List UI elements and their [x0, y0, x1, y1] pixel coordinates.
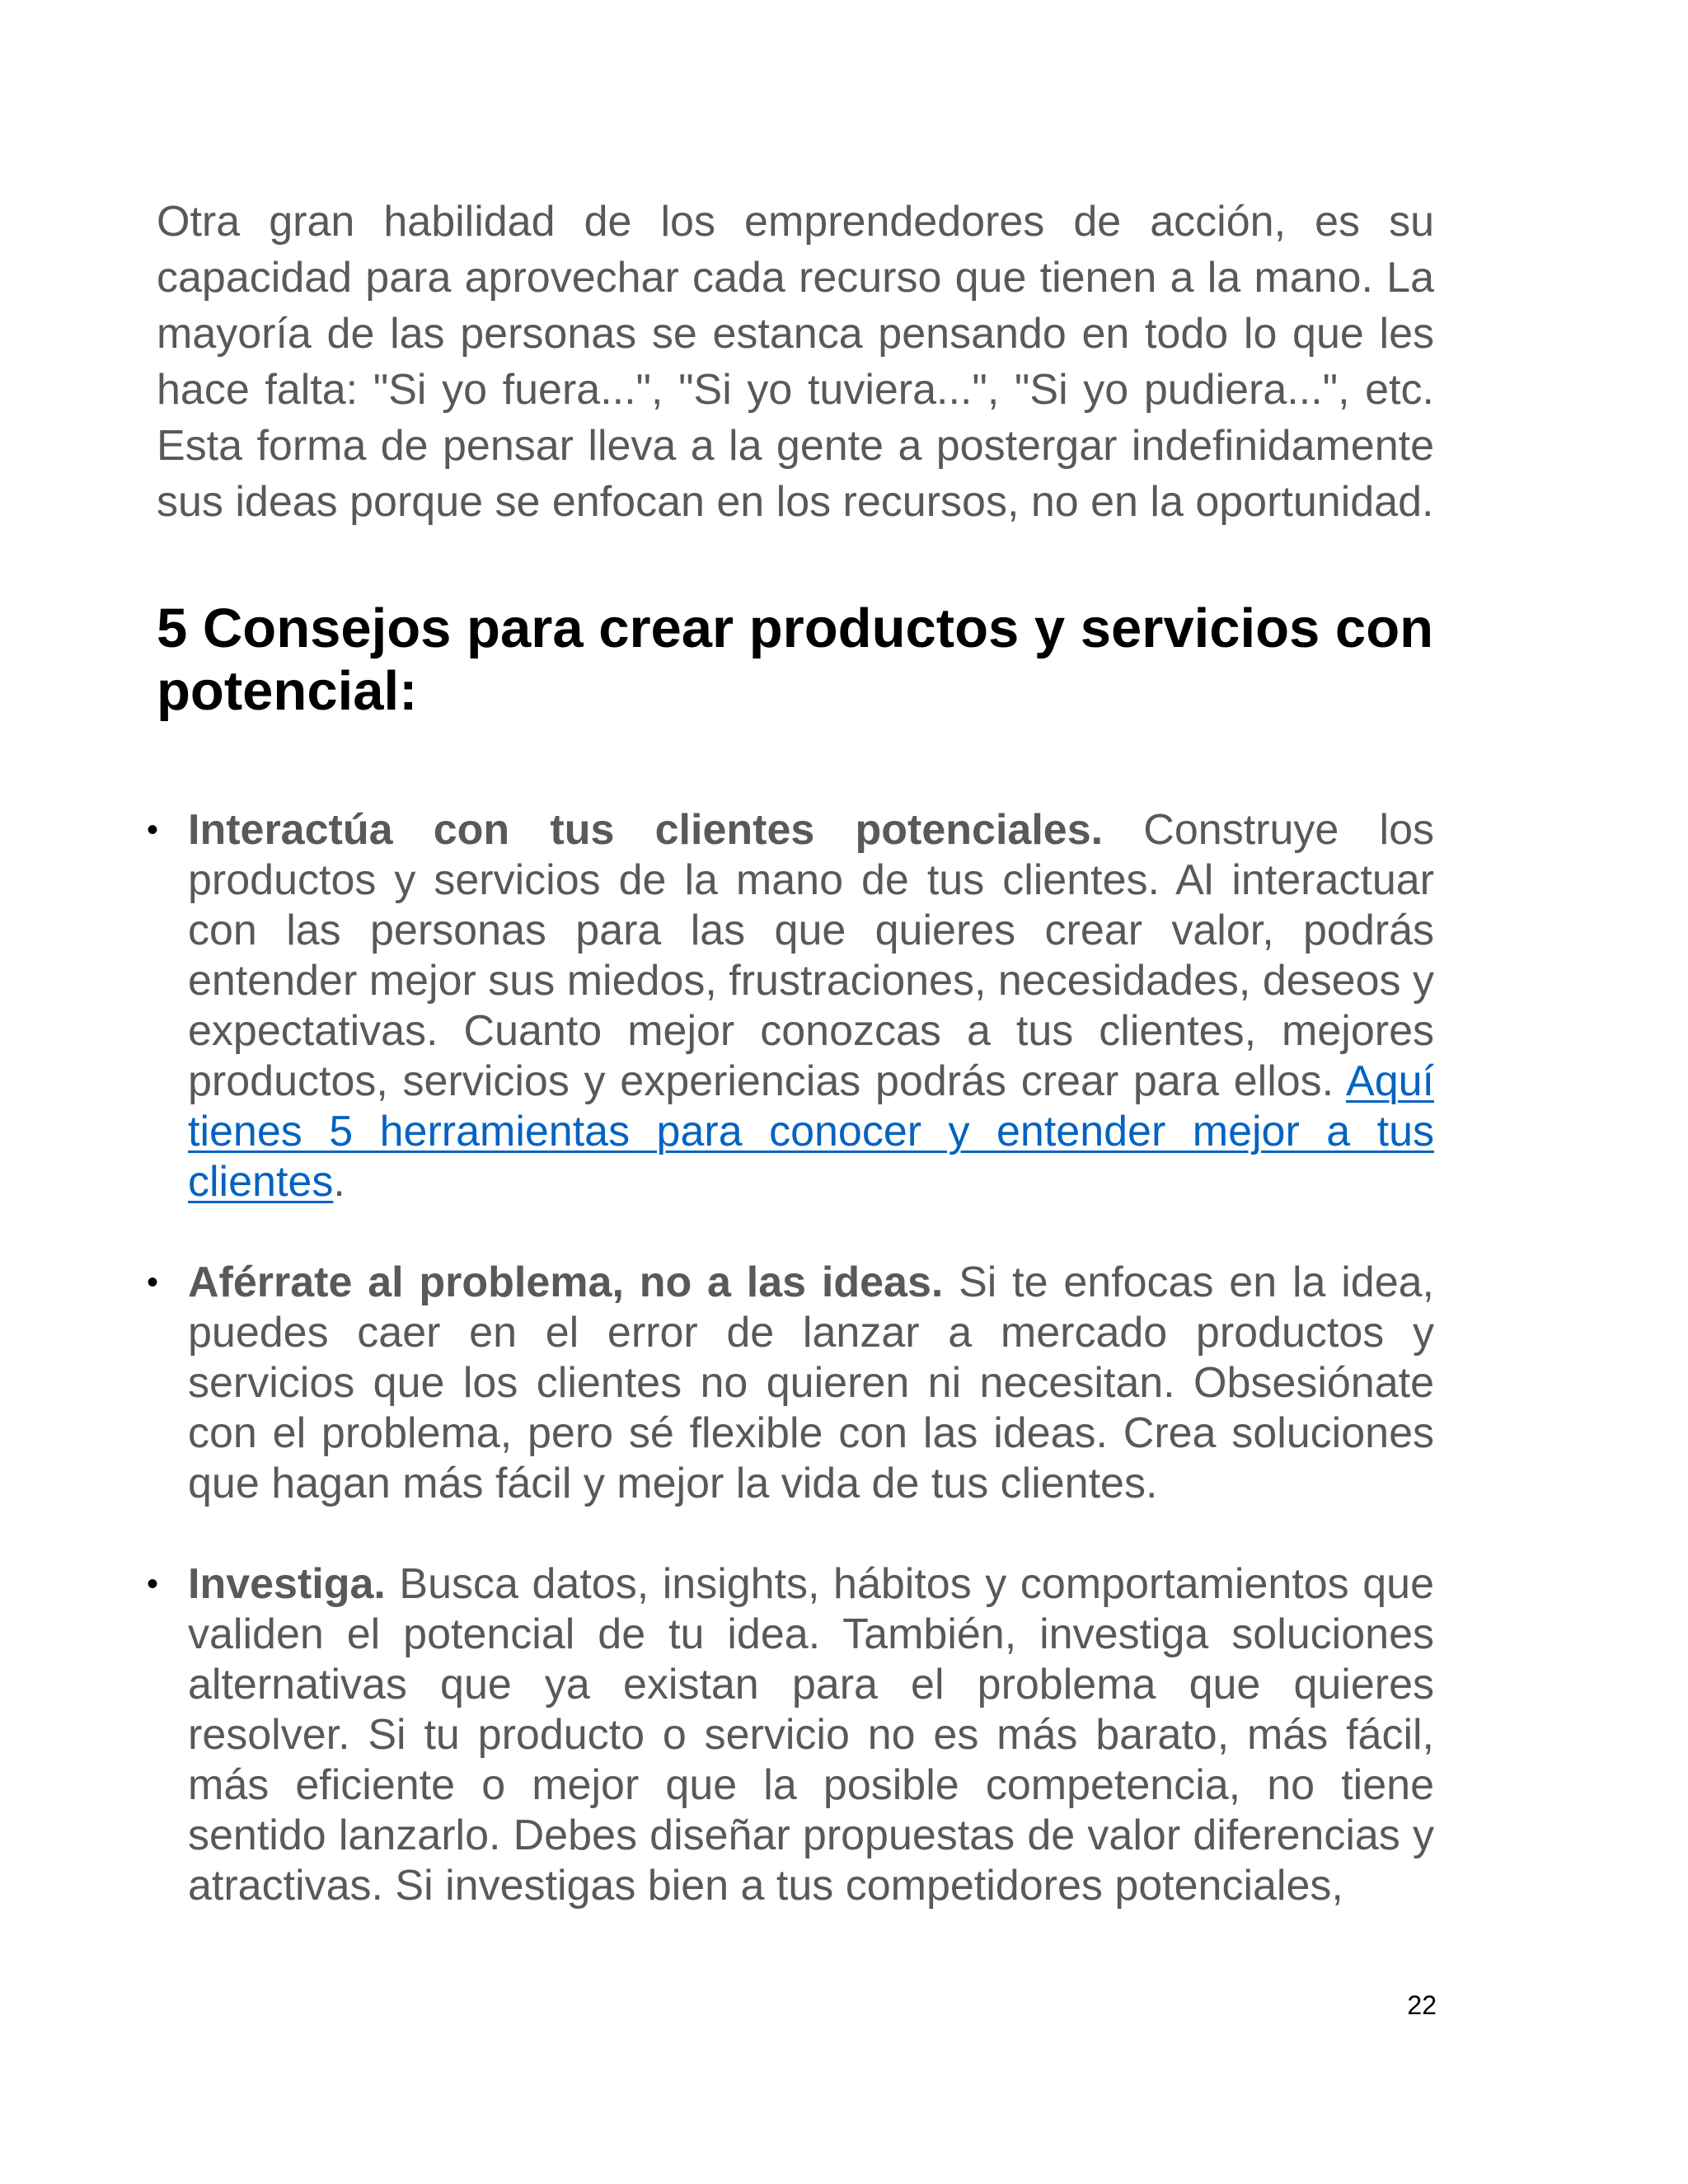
tip-title: Investiga. — [188, 1560, 386, 1608]
page-content — [147, 194, 1434, 1961]
tips-list — [147, 805, 1434, 1911]
bullet-icon: • — [147, 812, 159, 848]
tip-body-end: . — [333, 1158, 345, 1206]
tip-item-research — [147, 1559, 1434, 1911]
bullet-icon: • — [147, 1264, 159, 1301]
tip-body: Construye los productos y servicios de la mano de tus clientes. Al interactuar con las personas para las que quieres crear valor, podrás entender mejor sus miedos, frustraciones, necesidades, deseos y expectativas. Cuanto mejor conozcas a tus clientes, mejores productos, servicios y experiencias podrás crear para ellos. — [188, 806, 1434, 1105]
tip-title: Aférrate al problema, no a las ideas. — [188, 1258, 944, 1306]
section-heading: 5 Consejos para crear productos y servicios con potencial: — [157, 598, 1434, 722]
tip-title: Interactúa con tus clientes potenciales. — [188, 806, 1104, 854]
bullet-icon: • — [147, 1566, 159, 1602]
tools-link[interactable]: Aquí tienes 5 herramientas para conocer y entender mejor a tus clientes — [188, 1057, 1434, 1206]
tip-item-problem — [147, 1258, 1434, 1509]
tip-item-interact — [147, 805, 1434, 1207]
intro-paragraph: Otra gran habilidad de los emprendedores de acción, es su capacidad para aprovechar cada recurso que tienen a la mano. La mayoría de las personas se estanca pensando en todo lo que les hace falta: "Si yo fuera...", "Si yo tuviera...", "Si yo pudiera...", etc. Esta forma de pensar lleva a la gente a postergar indefinidamente sus ideas porque se enfocan en los recursos, no en la oportunidad. — [157, 198, 1434, 526]
tip-body: Busca datos, insights, hábitos y comportamientos que validen el potencial de tu idea. También, investiga soluciones alternativas que ya existan para el problema que quieres resolver. Si tu producto o servicio no es más barato, más fácil, más eficiente o mejor que la posible competencia, no tiene sentido lanzarlo. Debes diseñar propuestas de valor diferencias y atractivas. Si investigas bien a tus competidores potenciales, — [188, 1560, 1434, 1910]
tip-body: Si te enfocas en la idea, puedes caer en el error de lanzar a mercado productos y servicios que los clientes no quieren ni necesitan. Obsesiónate con el problema, pero sé flexible con las ideas. Crea soluciones que hagan más fácil y mejor la vida de tus clientes. — [188, 1258, 1434, 1507]
page-number: 22 — [1407, 1990, 1437, 2020]
